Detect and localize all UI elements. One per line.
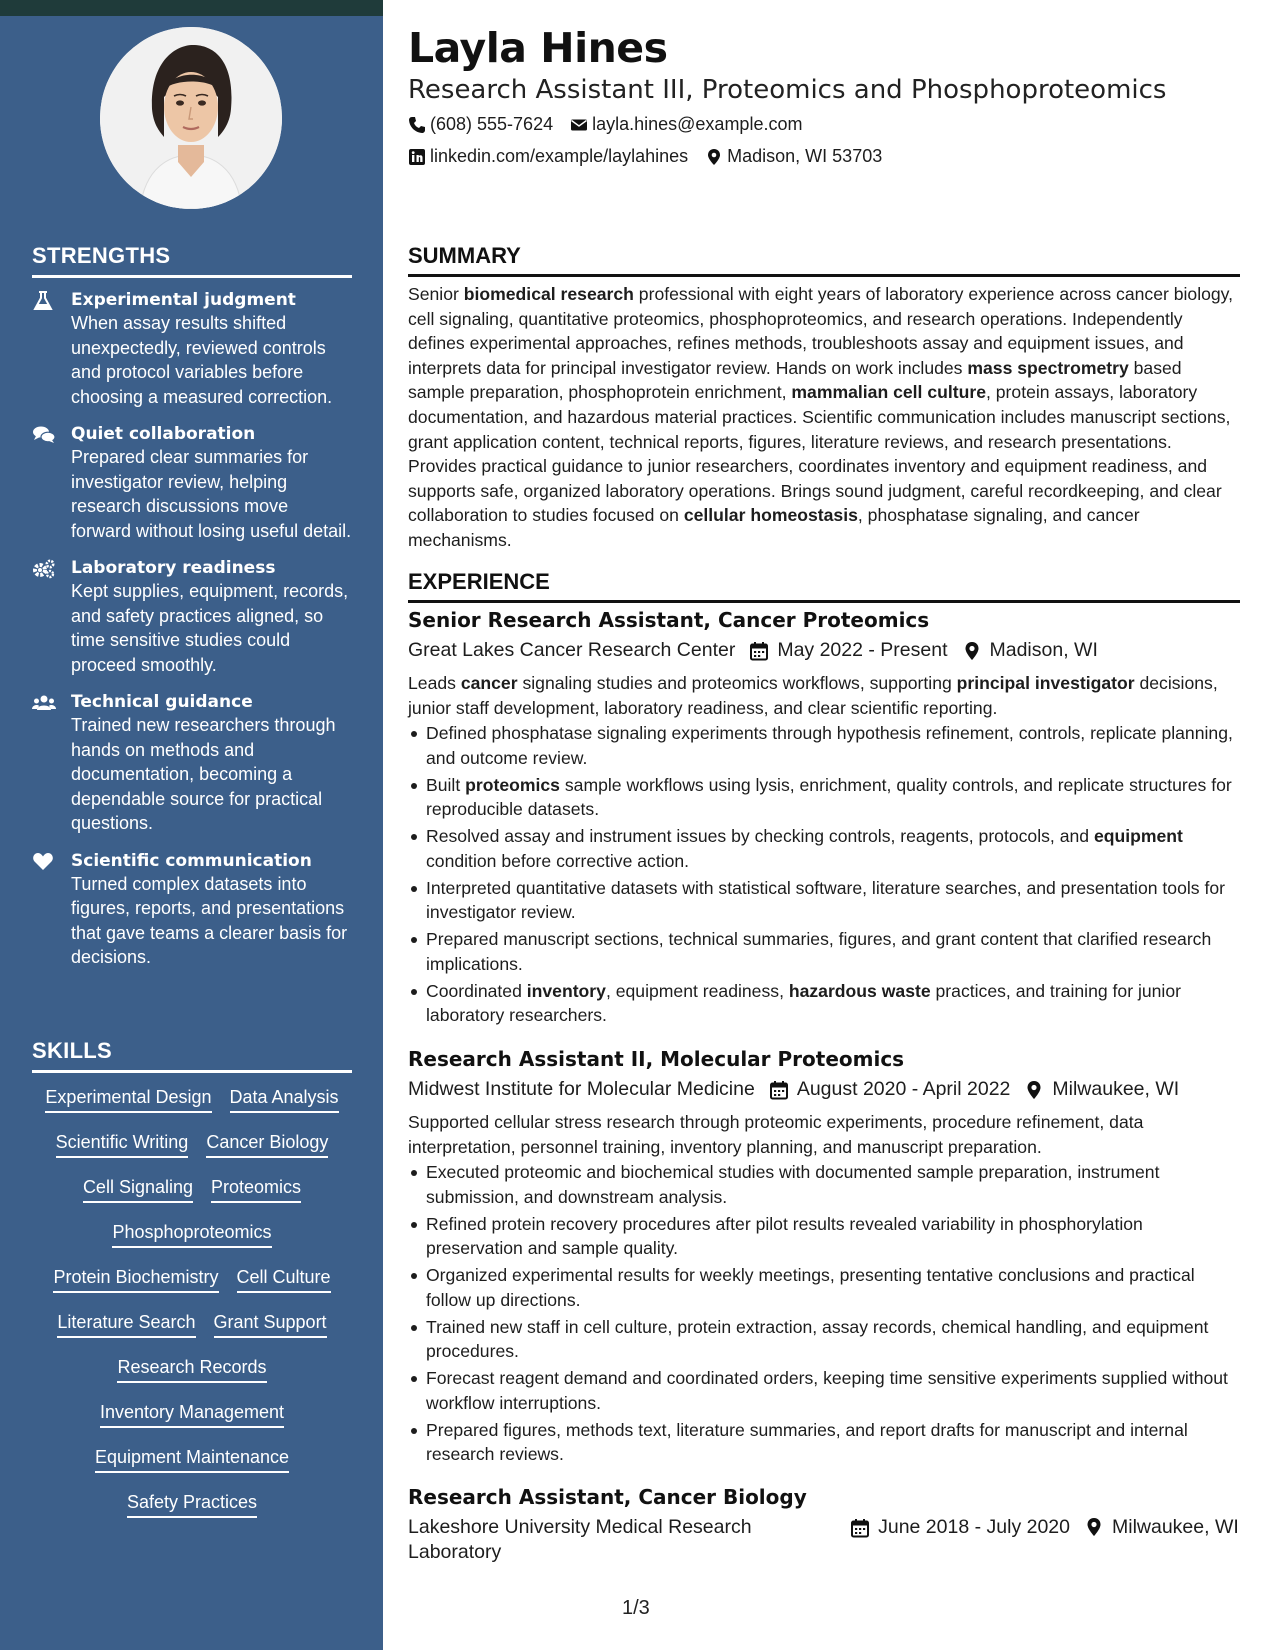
- skill-tag: Safety Practices: [127, 1490, 257, 1518]
- strengths-heading: STRENGTHS: [32, 243, 352, 278]
- strength-item: [32, 423, 352, 543]
- strength-title: Laboratory readiness: [71, 558, 276, 578]
- text-run: Trained new staff in cell culture, protein extraction, assay records, chemical handling, and equipment procedures.: [426, 1316, 1209, 1361]
- text-run: professional with eight years of laboratory experience across cancer biology, cell signaling, quantitative proteomics, phosphoproteomics, and research operations. Independently defines experimental approaches, refines methods, troubleshoots assay and equipment issues, and interprets data for principal investigator review. Hands on work includes: [408, 284, 1234, 378]
- job-organization: Great Lakes Cancer Research Center: [408, 639, 736, 661]
- skill-tag: Literature Search: [57, 1310, 195, 1338]
- strength-description: Turned complex datasets into figures, reports, and presentations that gave teams a clearer basis for decisions.: [71, 873, 348, 967]
- job-dates: [769, 1077, 1011, 1102]
- phone-text: (608) 555-7624: [430, 114, 554, 134]
- flask-icon: [32, 291, 56, 311]
- text-run: Executed proteomic and biochemical studies with documented sample preparation, instrument submission, and downstream analysis.: [426, 1162, 1160, 1207]
- text-run: Leads: [408, 673, 461, 693]
- text-run: , protein assays, laboratory documentation, and hazardous material practices. Scientific communication includes manuscript sections, grant application content, technical reports, figures, literature reviews, and research presentations. Provides practical guidance to junior researchers, coordinates inventory and equipment readiness, and supports safe, organized laboratory operations. Brings sound judgment, careful recordkeeping, and clear collaboration to studies focused on: [408, 382, 1231, 526]
- job-location-text: Madison, WI: [989, 639, 1098, 661]
- contact-row: [408, 114, 819, 135]
- job-bullet: [408, 1315, 1240, 1364]
- job-meta: [408, 1515, 1240, 1565]
- text-run: sample workflows using lysis, enrichment, quality controls, and replicate structures for reproducible datasets.: [426, 774, 1232, 819]
- job-bullet: [408, 824, 1240, 873]
- email-contact[interactable]: [570, 114, 802, 135]
- strength-item: [32, 289, 352, 409]
- linkedin-icon: [408, 148, 426, 166]
- text-run: Defined phosphatase signaling experiments through hypothesis refinement, controls, replicate planning, and outcome review.: [426, 723, 1233, 768]
- job-meta: [408, 638, 1240, 663]
- job-dates-text: May 2022 - Present: [777, 639, 948, 661]
- text-run: Prepared manuscript sections, technical summaries, figures, and grant content that clarified research implications.: [426, 929, 1212, 974]
- job-description: [408, 671, 1240, 720]
- job-bullet: [408, 1418, 1240, 1467]
- job-meta: [408, 1077, 1240, 1102]
- job-organization: Lakeshore University Medical Research Laboratory: [408, 1516, 752, 1563]
- job-dates-text: August 2020 - April 2022: [796, 1078, 1011, 1100]
- users-icon: [32, 693, 56, 713]
- job-entry: [408, 607, 1240, 1030]
- skill-tag: Inventory Management: [100, 1400, 284, 1428]
- candidate-title: Research Assistant III, Proteomics and Phosphoproteomics: [408, 75, 1167, 105]
- skill-tag: Equipment Maintenance: [95, 1445, 289, 1473]
- skills-list: [32, 1085, 352, 1535]
- summary-text: [408, 282, 1240, 553]
- strength-title: Quiet collaboration: [71, 424, 256, 444]
- strength-description: Kept supplies, equipment, records, and safety practices aligned, so time sensitive studies could proceed smoothly.: [71, 581, 349, 675]
- summary-heading: SUMMARY: [408, 243, 1240, 277]
- emphasis-text: mammalian cell culture: [791, 382, 986, 403]
- location-pin-icon: [962, 641, 982, 661]
- skill-tag: Research Records: [117, 1355, 266, 1383]
- emphasis-text: principal investigator: [956, 673, 1135, 693]
- text-run: Built: [426, 774, 466, 795]
- text-run: condition before corrective action.: [426, 850, 690, 871]
- job-entry: [408, 1046, 1240, 1469]
- text-run: decisions, junior staff development, laboratory readiness, and clear scientific reporting.: [408, 673, 1218, 718]
- job-bullet: [408, 1212, 1240, 1261]
- strength-item: [32, 557, 352, 677]
- emphasis-text: hazardous waste: [788, 980, 931, 1001]
- strength-description: When assay results shifted unexpectedly, reviewed controls and protocol variables before choosing a measured correction.: [71, 313, 333, 407]
- job-description: [408, 1110, 1240, 1159]
- profile-photo: [100, 27, 282, 209]
- text-run: Interpreted quantitative datasets with statistical software, literature searches, and presentation tools for investigator review.: [426, 877, 1225, 922]
- email-text: layla.hines@example.com: [592, 114, 803, 134]
- location-pin-icon: [705, 148, 723, 166]
- job-dates: [749, 638, 947, 663]
- emphasis-text: cellular homeostasis: [683, 505, 858, 526]
- job-bullet: [408, 1366, 1240, 1415]
- candidate-name: Layla Hines: [408, 24, 668, 72]
- location-contact: [705, 146, 882, 167]
- location-text: Madison, WI 53703: [727, 146, 883, 166]
- sidebar: [0, 0, 383, 1650]
- skill-tag: Protein Biochemistry: [53, 1265, 218, 1293]
- text-run: , phosphatase signaling, and cancer mechanisms.: [408, 505, 1140, 550]
- emphasis-text: inventory: [526, 980, 606, 1001]
- location-pin-icon: [1084, 1517, 1104, 1537]
- job-bullet: [408, 1263, 1240, 1312]
- strength-title: Scientific communication: [71, 850, 312, 871]
- job-bullet: [408, 773, 1240, 822]
- skills-heading: SKILLS: [32, 1038, 352, 1073]
- experience-heading: EXPERIENCE: [408, 569, 1240, 603]
- emphasis-text: cancer: [460, 673, 518, 693]
- strengths-list: [32, 289, 352, 984]
- text-run: Prepared figures, methods text, literature summaries, and report drafts for manuscript and internal research reviews.: [426, 1419, 1188, 1464]
- job-bullet: [408, 927, 1240, 976]
- strength-title: Technical guidance: [71, 692, 253, 712]
- skill-tag: Phosphoproteomics: [112, 1220, 271, 1248]
- job-bullets: [408, 1160, 1240, 1467]
- skill-tag: Scientific Writing: [56, 1130, 189, 1158]
- emphasis-text: biomedical research: [463, 284, 634, 304]
- page-number: 1/3: [622, 1597, 650, 1619]
- text-run: Forecast reagent demand and coordinated orders, keeping time sensitive experiments supplied without workflow interruptions.: [426, 1368, 1228, 1413]
- strength-item: [32, 691, 352, 836]
- job-bullet: [408, 979, 1240, 1028]
- phone-contact[interactable]: [408, 114, 553, 135]
- skill-tag: Grant Support: [214, 1310, 327, 1338]
- job-title: Research Assistant, Cancer Biology: [408, 1485, 807, 1509]
- strength-description: Trained new researchers through hands on methods and documentation, becoming a dependable source for practical questions.: [71, 715, 336, 833]
- job-entry: [408, 1484, 1240, 1565]
- strength-item: [32, 850, 352, 970]
- skill-tag: Cell Signaling: [83, 1175, 193, 1203]
- text-run: Organized experimental results for weekly meetings, presenting tentative conclusions and practical follow up directions.: [426, 1265, 1195, 1310]
- job-location: [1024, 1077, 1179, 1102]
- job-location: [962, 638, 1098, 663]
- job-dates-text: June 2018 - July 2020: [878, 1516, 1070, 1538]
- text-run: , equipment readiness,: [605, 980, 789, 1001]
- contact-row: [408, 146, 899, 167]
- job-bullets: [408, 721, 1240, 1028]
- job-title: Research Assistant II, Molecular Proteomics: [408, 1047, 905, 1071]
- calendar-icon: [749, 641, 769, 661]
- skill-tag: Cell Culture: [237, 1265, 331, 1293]
- job-location-text: Milwaukee, WI: [1052, 1078, 1180, 1100]
- job-location-text: Milwaukee, WI: [1112, 1516, 1239, 1538]
- text-run: signaling studies and proteomics workflows, supporting: [517, 673, 957, 693]
- skill-tag: Proteomics: [211, 1175, 301, 1203]
- text-run: based sample preparation, phosphoprotein enrichment,: [408, 357, 1182, 403]
- text-run: Supported cellular stress research through proteomic experiments, procedure refinement, data interpretation, personnel training, inventory planning, and manuscript preparation.: [408, 1112, 1144, 1157]
- emphasis-text: equipment: [1093, 826, 1183, 846]
- gears-icon: [32, 559, 56, 579]
- text-run: practices, and training for junior laboratory researchers.: [426, 980, 1181, 1025]
- job-dates: [850, 1515, 1070, 1540]
- emphasis-text: proteomics: [465, 774, 560, 795]
- emphasis-text: mass spectrometry: [967, 357, 1129, 378]
- text-run: Refined protein recovery procedures after pilot results revealed variability in phosphorylation preservation and sample quality.: [426, 1213, 1143, 1258]
- text-run: Resolved assay and instrument issues by checking controls, reagents, protocols, and: [426, 826, 1094, 846]
- job-bullet: [408, 1160, 1240, 1209]
- strength-title: Experimental judgment: [71, 290, 296, 310]
- sidebar-top-strip: [0, 0, 383, 16]
- linkedin-text: linkedin.com/example/laylahines: [430, 146, 689, 166]
- skill-tag: Data Analysis: [230, 1085, 339, 1113]
- calendar-icon: [769, 1080, 789, 1100]
- job-organization: Midwest Institute for Molecular Medicine: [408, 1078, 755, 1100]
- text-run: Senior: [408, 284, 464, 304]
- job-location: [1084, 1515, 1240, 1540]
- text-run: Coordinated: [426, 980, 527, 1001]
- linkedin-contact[interactable]: [408, 146, 688, 167]
- chat-icon: [32, 425, 56, 445]
- envelope-icon: [570, 116, 588, 134]
- calendar-icon: [850, 1518, 870, 1538]
- job-bullet: [408, 876, 1240, 925]
- strength-description: Prepared clear summaries for investigator review, helping research discussions move forward without losing useful detail.: [71, 447, 352, 541]
- job-bullet: [408, 721, 1240, 770]
- job-title: Senior Research Assistant, Cancer Proteomics: [408, 608, 930, 632]
- phone-icon: [408, 116, 426, 134]
- skill-tag: Experimental Design: [45, 1085, 211, 1113]
- skill-tag: Cancer Biology: [206, 1130, 328, 1158]
- location-pin-icon: [1024, 1080, 1044, 1100]
- heart-icon: [32, 852, 56, 872]
